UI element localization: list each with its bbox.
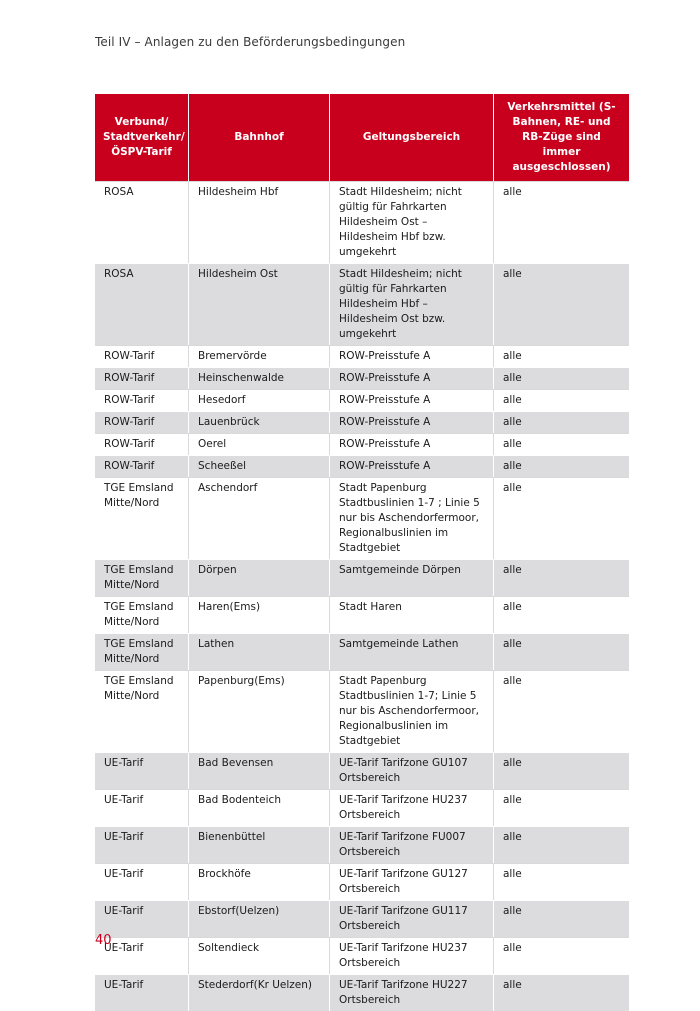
cell-bahnhof: Hesedorf (189, 389, 330, 411)
cell-verkehrsmittel: alle (494, 345, 629, 367)
table-row (95, 596, 629, 633)
cell-bahnhof: Bremervörde (189, 345, 330, 367)
cell-geltungsbereich: ROW-Preisstufe A (330, 345, 494, 367)
cell-geltungsbereich: UE-Tarif Tarifzone GU107 Ortsbereich (330, 752, 494, 789)
table-row (95, 181, 629, 263)
table-row (95, 863, 629, 900)
table-row (95, 477, 629, 559)
cell-bahnhof: Oerel (189, 433, 330, 455)
cell-verkehrsmittel: alle (494, 974, 629, 1011)
cell-verbund: ROSA (95, 181, 189, 263)
cell-verbund: ROW-Tarif (95, 455, 189, 477)
cell-geltungsbereich: UE-Tarif Tarifzone FU007 Ortsbereich (330, 826, 494, 863)
cell-geltungsbereich: Stadt Papenburg Stadtbuslinien 1-7 ; Linie 5 nur bis Aschendorfermoor, Regionalbuslinien im Stadtgebiet (330, 477, 494, 559)
cell-bahnhof: Papenburg(Ems) (189, 670, 330, 752)
cell-verkehrsmittel: alle (494, 937, 629, 974)
column-header-bahnhof: Bahnhof (189, 94, 330, 181)
cell-geltungsbereich: Samtgemeinde Lathen (330, 633, 494, 670)
cell-bahnhof: Scheeßel (189, 455, 330, 477)
cell-bahnhof: Bienenbüttel (189, 826, 330, 863)
table-row (95, 752, 629, 789)
cell-verbund: TGE Emsland Mitte/Nord (95, 559, 189, 596)
cell-verkehrsmittel: alle (494, 596, 629, 633)
table-row (95, 937, 629, 974)
cell-verkehrsmittel: alle (494, 433, 629, 455)
table-row (95, 789, 629, 826)
cell-verbund: UE-Tarif (95, 752, 189, 789)
page-number: 40 (95, 933, 112, 948)
cell-verbund: ROW-Tarif (95, 367, 189, 389)
cell-verbund: UE-Tarif (95, 789, 189, 826)
column-header-verkehrsmittel: Verkehrsmittel (S-Bahnen, RE- und RB-Züge sind immer ausgeschlossen) (494, 94, 629, 181)
cell-verbund: ROW-Tarif (95, 411, 189, 433)
cell-bahnhof: Stederdorf(Kr Uelzen) (189, 974, 330, 1011)
table-row (95, 411, 629, 433)
cell-verbund: ROSA (95, 263, 189, 345)
cell-verbund: TGE Emsland Mitte/Nord (95, 670, 189, 752)
cell-geltungsbereich: Samtgemeinde Dörpen (330, 559, 494, 596)
table-row (95, 559, 629, 596)
cell-bahnhof: Bad Bevensen (189, 752, 330, 789)
cell-verbund: UE-Tarif (95, 900, 189, 937)
cell-bahnhof: Lathen (189, 633, 330, 670)
cell-verbund: UE-Tarif (95, 863, 189, 900)
cell-geltungsbereich: UE-Tarif Tarifzone HU237 Ortsbereich (330, 789, 494, 826)
cell-bahnhof: Hildesheim Hbf (189, 181, 330, 263)
cell-verbund: UE-Tarif (95, 826, 189, 863)
table-row (95, 826, 629, 863)
cell-bahnhof: Haren(Ems) (189, 596, 330, 633)
cell-verkehrsmittel: alle (494, 389, 629, 411)
column-header-verbund: Verbund/ Stadtverkehr/ ÖSPV-Tarif (95, 94, 189, 181)
cell-verkehrsmittel: alle (494, 670, 629, 752)
table-row (95, 633, 629, 670)
table-header-row (95, 94, 629, 181)
cell-geltungsbereich: Stadt Hildesheim; nicht gültig für Fahrkarten Hildesheim Hbf – Hildesheim Ost bzw. umgekehrt (330, 263, 494, 345)
table-body (95, 181, 629, 1011)
cell-verbund: ROW-Tarif (95, 345, 189, 367)
table-row (95, 455, 629, 477)
table-row (95, 900, 629, 937)
cell-verkehrsmittel: alle (494, 181, 629, 263)
table-row (95, 670, 629, 752)
cell-verkehrsmittel: alle (494, 455, 629, 477)
running-head: Teil IV – Anlagen zu den Beförderungsbedingungen (95, 35, 406, 49)
cell-geltungsbereich: Stadt Hildesheim; nicht gültig für Fahrkarten Hildesheim Ost – Hildesheim Hbf bzw. umgekehrt (330, 181, 494, 263)
cell-verkehrsmittel: alle (494, 477, 629, 559)
cell-geltungsbereich: ROW-Preisstufe A (330, 455, 494, 477)
table-row (95, 433, 629, 455)
cell-geltungsbereich: ROW-Preisstufe A (330, 411, 494, 433)
cell-verkehrsmittel: alle (494, 752, 629, 789)
cell-verkehrsmittel: alle (494, 789, 629, 826)
table-row (95, 389, 629, 411)
cell-geltungsbereich: Stadt Papenburg Stadtbuslinien 1-7; Linie 5 nur bis Aschendorfermoor, Regionalbuslinien im Stadtgebiet (330, 670, 494, 752)
cell-bahnhof: Bad Bodenteich (189, 789, 330, 826)
tariff-table (95, 94, 629, 1011)
cell-bahnhof: Hildesheim Ost (189, 263, 330, 345)
table-row (95, 367, 629, 389)
cell-verkehrsmittel: alle (494, 367, 629, 389)
cell-verkehrsmittel: alle (494, 900, 629, 937)
cell-verkehrsmittel: alle (494, 826, 629, 863)
column-header-geltungsbereich: Geltungsbereich (330, 94, 494, 181)
cell-verbund: UE-Tarif (95, 937, 189, 974)
cell-bahnhof: Dörpen (189, 559, 330, 596)
cell-bahnhof: Lauenbrück (189, 411, 330, 433)
cell-geltungsbereich: ROW-Preisstufe A (330, 433, 494, 455)
cell-verkehrsmittel: alle (494, 263, 629, 345)
cell-geltungsbereich: UE-Tarif Tarifzone GU117 Ortsbereich (330, 900, 494, 937)
cell-verkehrsmittel: alle (494, 863, 629, 900)
cell-verbund: ROW-Tarif (95, 389, 189, 411)
cell-bahnhof: Brockhöfe (189, 863, 330, 900)
cell-verbund: TGE Emsland Mitte/Nord (95, 633, 189, 670)
cell-geltungsbereich: ROW-Preisstufe A (330, 367, 494, 389)
cell-bahnhof: Soltendieck (189, 937, 330, 974)
tariff-table-container (95, 94, 629, 1011)
cell-bahnhof: Heinschenwalde (189, 367, 330, 389)
table-row (95, 263, 629, 345)
cell-verbund: ROW-Tarif (95, 433, 189, 455)
cell-bahnhof: Aschendorf (189, 477, 330, 559)
cell-verbund: TGE Emsland Mitte/Nord (95, 596, 189, 633)
cell-geltungsbereich: Stadt Haren (330, 596, 494, 633)
cell-geltungsbereich: UE-Tarif Tarifzone HU237 Ortsbereich (330, 937, 494, 974)
cell-verkehrsmittel: alle (494, 633, 629, 670)
cell-verkehrsmittel: alle (494, 559, 629, 596)
cell-geltungsbereich: UE-Tarif Tarifzone HU227 Ortsbereich (330, 974, 494, 1011)
cell-bahnhof: Ebstorf(Uelzen) (189, 900, 330, 937)
cell-geltungsbereich: ROW-Preisstufe A (330, 389, 494, 411)
cell-verkehrsmittel: alle (494, 411, 629, 433)
cell-geltungsbereich: UE-Tarif Tarifzone GU127 Ortsbereich (330, 863, 494, 900)
cell-verbund: TGE Emsland Mitte/Nord (95, 477, 189, 559)
cell-verbund: UE-Tarif (95, 974, 189, 1011)
table-row (95, 345, 629, 367)
